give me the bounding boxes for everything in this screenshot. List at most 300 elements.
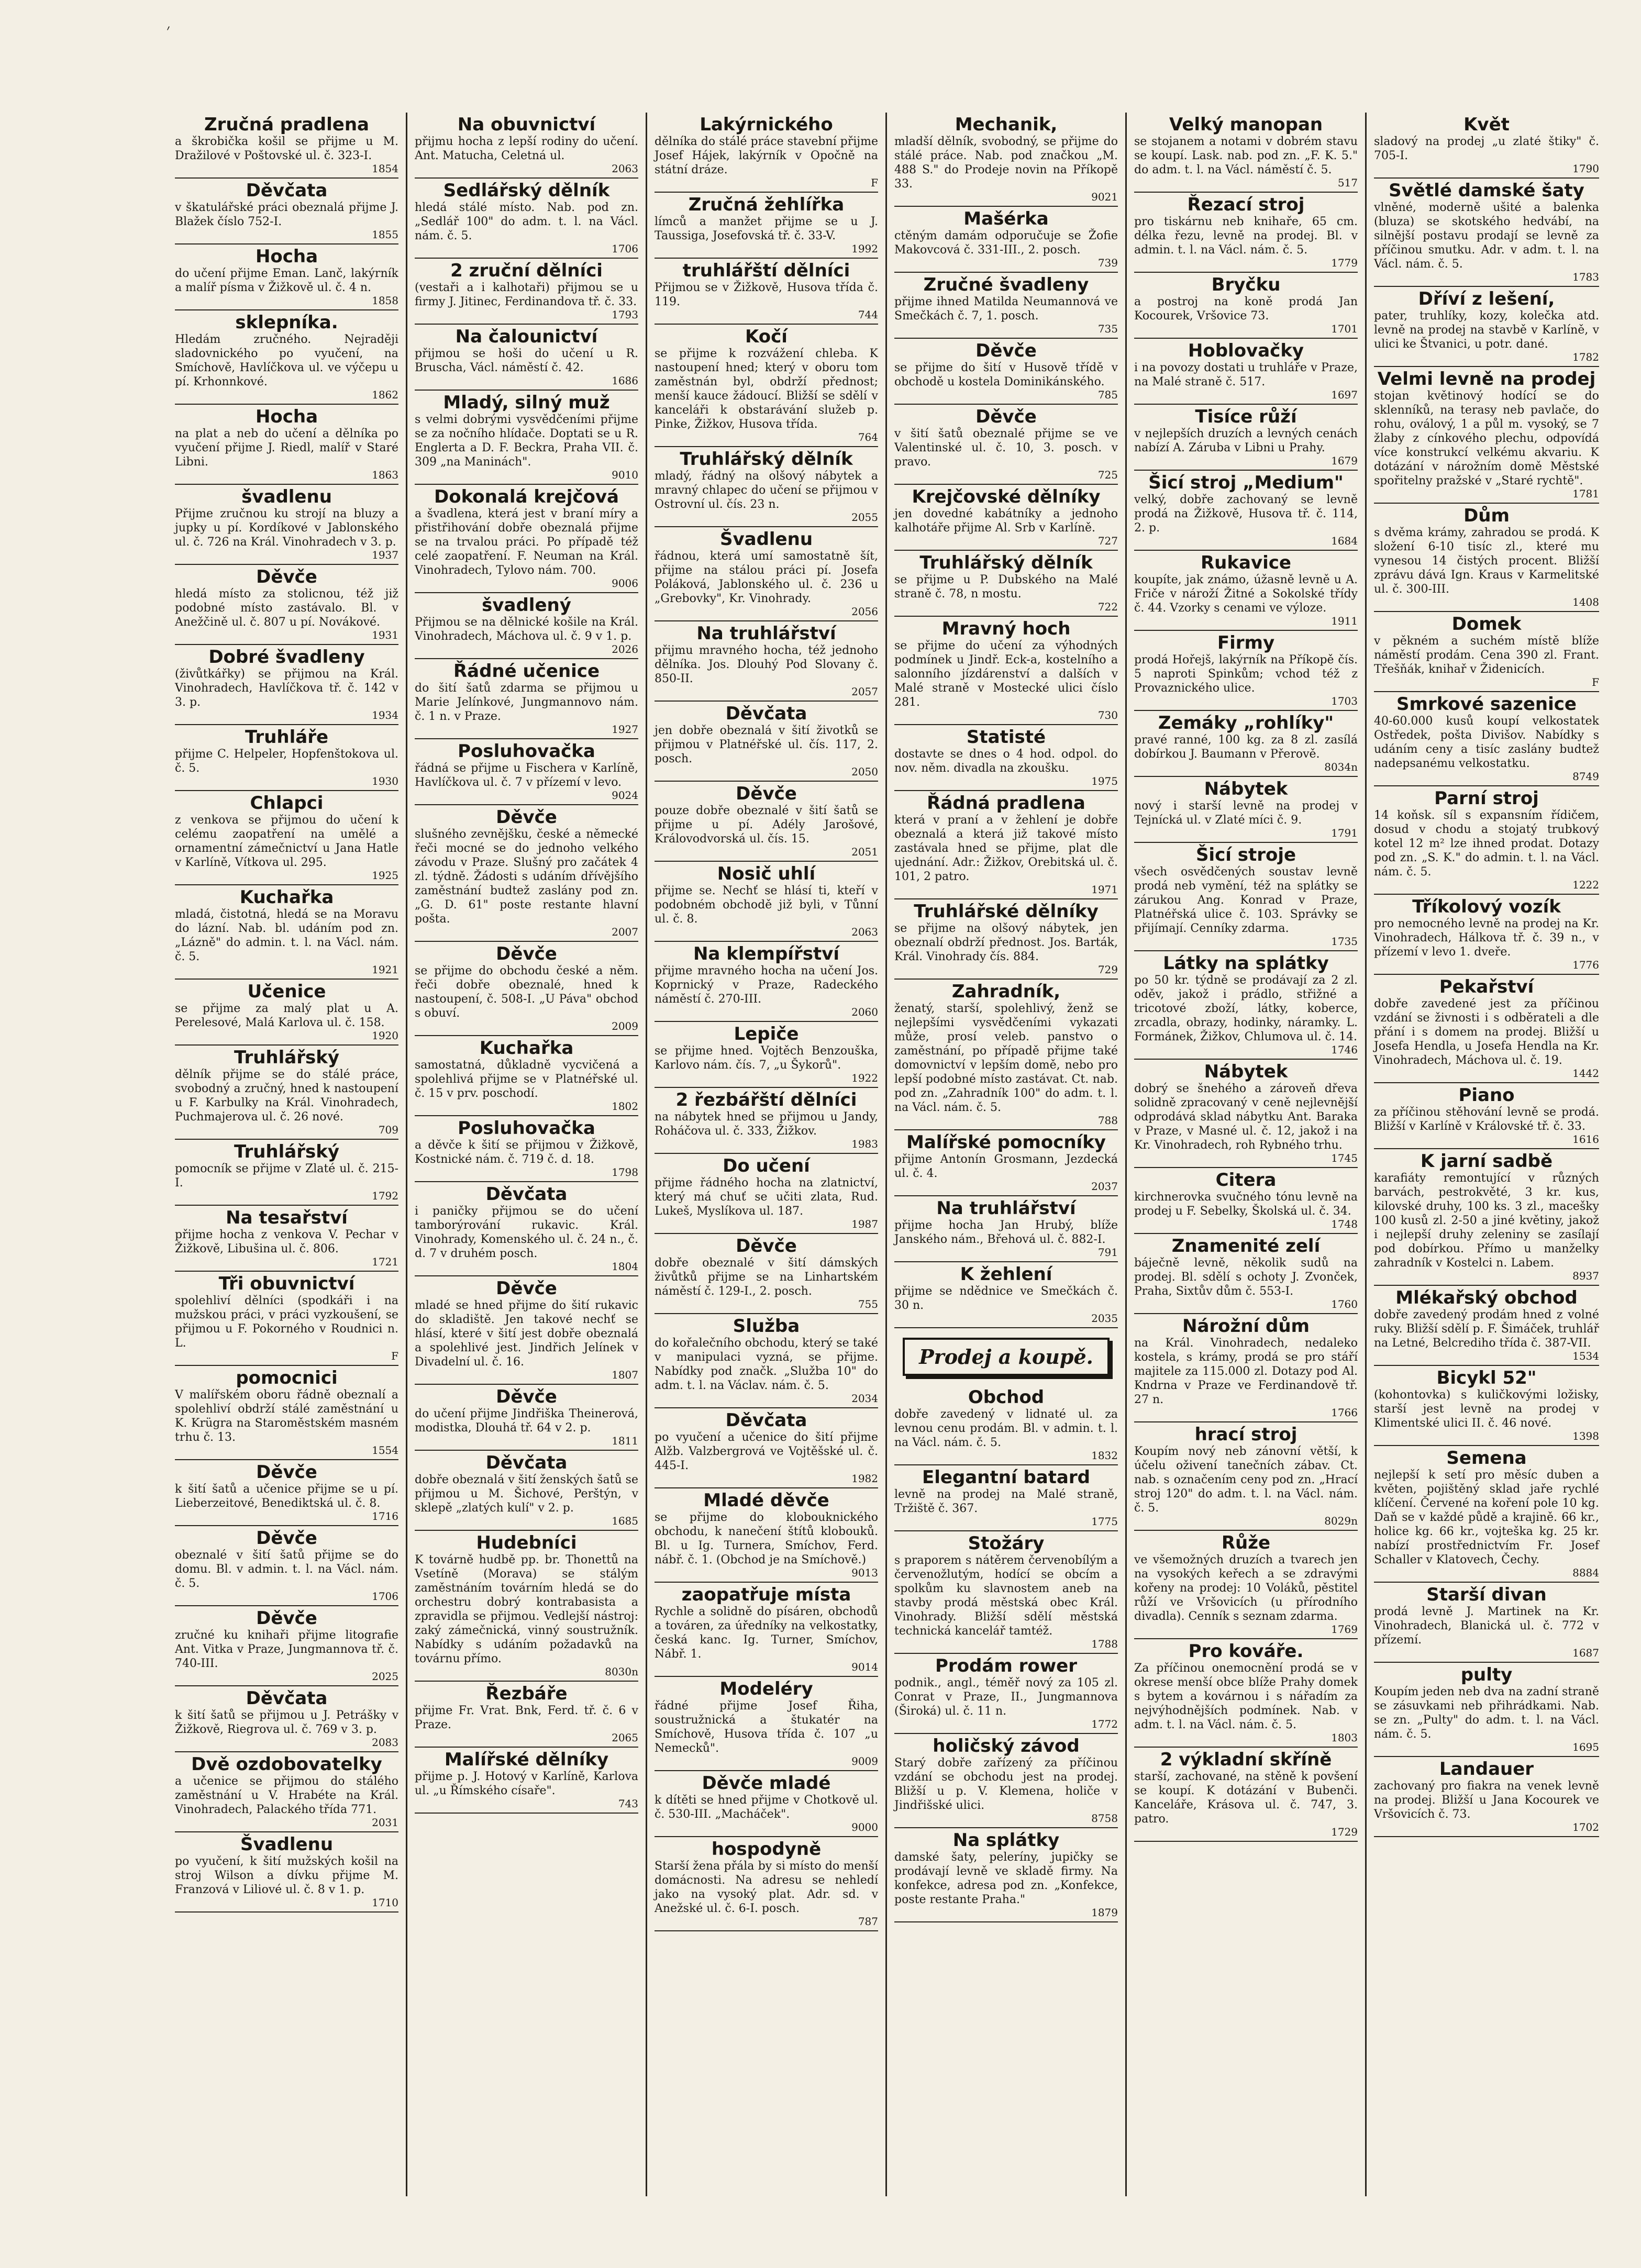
ad-reference-number: 1792 [372,1189,398,1202]
classified-ad [415,805,638,942]
ad-reference-number: 8749 [1572,770,1599,783]
ad-text: s dvěma krámy, zahradou se prodá. K složení 6-10 tisíc zl., které mu vynesou 14 čistých procent. Bližší zprávu dává Ign. Kraus v Karmelitské ul. č. 300-III. [1374,526,1599,596]
classified-ad [894,273,1118,339]
classified-ad [894,1465,1118,1531]
ad-text: Hledám zručného. Nejraději sladovnického po vyučení, na Smíchově, Havlíčkova ul. ve výčepu u pí. Krhonnkové. [175,333,398,388]
ad-title: Zemáky „rohlíky" [1158,713,1334,733]
ad-title: Bicykl 52" [1436,1368,1537,1388]
ad-reference-number: 1983 [851,1138,878,1150]
ad-reference-number: 755 [858,1298,878,1310]
ad-title: holičský závod [933,1736,1080,1756]
ad-title: Děvče [256,566,317,587]
ad-text: jen dobře obeznalá v šití životků se přijmou v Platnéřské ul. čís. 117, 2. posch. [655,724,878,765]
column-3 [647,113,887,2196]
ad-title: Statisté [966,727,1046,748]
classified-ad [415,1451,638,1531]
ad-reference-number: 1782 [1572,351,1599,363]
classified-ad [1374,1757,1599,1837]
classified-ad [655,447,878,527]
ad-title: Truhlářský dělník [680,449,853,470]
ad-reference-number: 1679 [1331,454,1358,467]
ad-title: Mechanik, [955,114,1058,135]
classified-ad [894,1262,1118,1328]
classified-ad [415,259,638,325]
classified-ad [415,659,638,739]
ad-text: Koupím nový neb zánovní větší, k účelu oživení tanečních zábav. Ct. nab. s označením ceny pod zn. „Hrací stroj 120" do adm. t. l. na Václ. nám. č. 5. [1134,1445,1358,1515]
ad-reference-number: 1804 [612,1260,638,1273]
ad-title: Dříví z lešení, [1418,288,1555,309]
ad-text: zručné ku knihaři přijme litografie Ant. Vitka v Praze, Jungmannova tř. č. 740-III. [175,1629,398,1670]
ad-title: Řezací stroj [1187,194,1305,215]
classified-ad [175,885,398,980]
ad-reference-number: 1788 [1091,1638,1118,1650]
ad-text: se přijme do učení za výhodných podmínek u Jindř. Eck-a, kostelního a salonního jízdárenství a dalších v Malé straně v Mostecké ulici číslo 281. [894,639,1118,709]
ad-title: Služba [733,1316,800,1337]
ad-text: po vyučení, k šití mužských košil na stroj Wilson a dívku přijme M. Franzová v Liliové ul. č. 8 v 1. p. [175,1855,398,1896]
ad-title: Děvčata [485,1452,568,1473]
ad-reference-number: 1927 [612,723,638,736]
classified-ad [175,1526,398,1606]
ad-reference-number: 1832 [1091,1449,1118,1462]
ad-title: Děvče [256,1528,317,1549]
ad-title: Dokonalá krejčová [434,486,619,507]
ad-reference-number: 1803 [1331,1731,1358,1744]
ad-title: Domek [1451,614,1522,635]
ad-text: za příčinou stěhování levně se prodá. Bližší v Karlíně v Královské tř. č. 33. [1374,1106,1599,1133]
ad-text: přijme Antonín Grosmann, Jezdecká ul. č. 4. [894,1153,1118,1180]
ad-text: mladá, čistotná, hledá se na Moravu do lázní. Nab. bl. udáním pod zn. „Lázně" do admin. t. l. na Václ. nám. č. 5. [175,908,398,963]
ad-text: k dítěti se hned přijme v Chotkově ul. č. 530-III. „Macháček". [655,1794,878,1821]
ad-text: nejlepší k setí pro měsíc duben a květen, pojištěný sklad jaře rychlé klíčení. Červené na koření pole 10 kg. Daň se v každé půdě a krajině. 66 kr., holice kg. 66 kr., vojteška kg. 25 kr. nabízí prostřednictvím Fr. Josef Schaller v Klatovech, Čechy. [1374,1469,1599,1566]
ad-title: Řádné učenice [453,661,600,682]
ad-text: se přijme do obchodu české a něm. řeči dobře obeznalé, hned k nastoupení, č. 508-I. „U Páva" obchod s obuví. [415,964,638,1020]
classified-ad [415,1276,638,1385]
ad-title: 2 řezbářští dělníci [675,1089,857,1110]
ad-text: pouze dobře obeznalé v šití šatů se přijme u pí. Adély Jarošové, Královodvorská ul. čís. 15. [655,804,878,846]
ad-reference-number: 722 [1097,601,1118,613]
ad-reference-number: 1858 [372,294,398,307]
ad-text: dobře zavedený prodám hned z volné ruky. Bližší sdělí p. F. Šimáček, truhlář na Letné, Belcrediho třída č. 387-VII. [1374,1308,1599,1350]
ad-title: Do učení [723,1155,810,1176]
ad-text: do kořalečního obchodu, který se také v manipulaci vyzná, se přijme. Nabídky pod značk. „Služba 10" do adm. t. l. na Václav. nám. č. 5. [655,1337,878,1392]
ad-text: Starý dobře zařízený za příčinou vzdání se obchodu jest na prodej. Bližší u p. V. Klemena, holiče v Jindřišské ulici. [894,1756,1118,1812]
ad-reference-number: 1748 [1331,1218,1358,1230]
ad-reference-number: 1971 [1091,883,1118,896]
ad-title: Zručná pradlena [204,114,369,135]
ad-reference-number: 1862 [372,388,398,401]
ad-text: s velmi dobrými vysvědčeními přijme se za nočního hlídače. Doptati se u R. Englerta a D. F. Beckra, Praha VII. č. 309 „na Maninách". [415,413,638,469]
classified-ad [894,1531,1118,1654]
ad-title: Na truhlářství [936,1198,1076,1219]
ad-reference-number: 1721 [372,1255,398,1268]
ad-text: přijme mravného hocha na učení Jos. Koprnický v Praze, Radeckého náměstí č. 270-III. [655,964,878,1006]
ad-text: damské šaty, peleríny, jupičky se prodávají levně ve skladě firmy. Na konfekce, adresa pod zn. „Konfekce, poste restante Praha." [894,1851,1118,1906]
ad-title: Děvče [736,1236,797,1257]
ad-reference-number: 1879 [1091,1906,1118,1919]
ad-text: i paničky přijmou se do učení tamborýrování rukavic. Král. Vinohrady, Komenského ul. č. 24 n., č. d. 7 v druhém posch. [415,1205,638,1260]
ad-text: Za příčinou onemocnění prodá se v okrese menší obce blíže Prahy domek s bytem a kovárnou i s nářadím za nejvýhodnějších podmínek. Nab. v adm. t. l. na Václ. nám. č. 5. [1134,1662,1358,1731]
ad-title: Kuchařka [239,887,334,908]
classified-ad [1134,1168,1358,1234]
ad-reference-number: 787 [858,1915,878,1928]
ad-reference-number: 1934 [372,709,398,721]
ad-reference-number: 1931 [372,629,398,641]
ad-text: dobře zavedené jest za příčinou vzdání se živnosti i s odběrateli a dle přání i s domem na prodej. Bližší u Josefa Hendla, u Josefa Hendla na Kr. Vinohradech, Máchova ul. č. 19. [1374,997,1599,1067]
ad-reference-number: 1716 [372,1510,398,1522]
ad-reference-number: 2035 [1091,1312,1118,1325]
ad-reference-number: 1703 [1331,695,1358,707]
ad-text: sladový na prodej „u zlaté štiky" č. 705-I. [1374,135,1599,162]
ad-reference-number: 1729 [1331,1826,1358,1838]
ad-text: prodá Hořejš, lakýrník na Příkopě čís. 5 naproti Spinkům; vchod též z Provaznického ulice. [1134,653,1358,695]
classified-ad [894,207,1118,273]
ad-reference-number: 1779 [1331,257,1358,269]
classified-ad [415,113,638,179]
ad-reference-number: 1686 [612,374,638,387]
ad-text: přijme hocha Jan Hrubý, blíže Janského nám., Břehová ul. č. 882-I. [894,1219,1118,1246]
classified-ad [1374,786,1599,895]
ad-text: v pěkném a suchém místě blíže náměstí prodám. Cena 390 zl. Frant. Třešňák, knihař v Židenicích. [1374,635,1599,676]
ad-title: Děvče [496,1386,557,1407]
classified-ad [175,725,398,791]
ad-text: se přijme hned. Vojtěch Benzouška, Karlovo nám. čís. 7, „u Šykorů". [655,1044,878,1072]
classified-ad [1134,1314,1358,1422]
ad-text: v škatulářské práci obeznalá přijme J. Blažek číslo 752-I. [175,201,398,228]
ad-reference-number: 8030n [605,1665,638,1678]
ad-reference-number: 1710 [372,1896,398,1909]
classified-ad [894,551,1118,617]
ad-text: k šití šatů se přijmou u J. Petrášky v Žižkově, Riegrova ul. č. 769 v 3. p. [175,1709,398,1736]
ad-reference-number: 1925 [372,869,398,882]
ad-title: Děvče [256,1462,317,1483]
ad-text: pro tiskárnu neb knihaře, 65 cm. délka řezu, levně na prodej. Bl. v admin. t. l. na Václ. nám. č. 5. [1134,215,1358,257]
column-1 [168,113,407,2196]
ad-text: spolehliví dělníci (spodkáři i na mužskou práci, v práci vyzkoušení, se přijmou u F. Pokorného v Roudnici n. L. [175,1294,398,1350]
ad-reference-number: 1442 [1572,1067,1599,1080]
ad-reference-number: 9024 [612,789,638,802]
ad-reference-number: 8758 [1091,1812,1118,1825]
ad-text: K továrně hudbě pp. br. Thonettů na Vsetíně (Morava) se stálým zaměstnáním továrním hledá se do orchestru dobrý kontrabasista a zpravidla se přijmou. Vedlejší nástroj: zaký zámečnická, vinný soustružník. Nabídky s udáním požadavků na továrnu přímo. [415,1553,638,1665]
classified-ad [1374,504,1599,612]
ad-title: Velký manopan [1169,114,1323,135]
ad-text: pomocník se přijme v Zlaté ul. č. 215-I. [175,1162,398,1189]
classified-ad [1374,1149,1599,1286]
ad-reference-number: 735 [1097,323,1118,335]
ad-title: Hoblovačky [1188,340,1304,361]
ad-reference-number: 2056 [851,605,878,618]
ad-title: Šicí stroje [1195,844,1296,865]
ad-title: Mladý, silný muž [443,392,610,413]
ad-reference-number: 8884 [1572,1566,1599,1579]
ad-title: Tři obuvnictví [218,1273,355,1294]
ad-title: K žehlení [960,1264,1052,1285]
ad-title: Tisíce růží [1195,406,1297,427]
ad-text: mladé se hned přijme do šití rukavic do skladiště. Jen takové nechť se hlásí, které v šití jest dobře obeznalá a spolehlivé jest. Jindřich Jelínek v Divadelní ul. č. 16. [415,1299,638,1369]
ad-reference-number: 1745 [1331,1152,1358,1164]
ad-title: sklepníka. [235,312,338,333]
classified-ad [415,1385,638,1451]
ad-text: límců a manžet přijme se u J. Taussiga, Josefovská tř. č. 33-V. [655,215,878,242]
classified-ad [894,725,1118,791]
ad-title: Malířské dělníky [444,1749,609,1770]
classified-ad [655,1583,878,1677]
classified-ad [1374,1083,1599,1149]
classified-ad [894,899,1118,980]
classified-ad [1134,1060,1358,1168]
page-mark: ׳ [167,21,170,39]
classified-ad [655,702,878,782]
ad-title: Malířské pomocníky [906,1132,1106,1153]
ad-title: Pekařství [1439,976,1534,997]
ad-reference-number: 709 [378,1124,398,1136]
ad-reference-number: 1854 [372,162,398,175]
classified-ad [655,942,878,1022]
ad-reference-number: 1807 [612,1369,638,1381]
ad-title: Nábytek [1204,779,1288,799]
ad-title: Hudebníci [476,1532,577,1553]
ad-text: vlněné, moderně ušité a balenka (bluza) se skotského hedvábí, na silnější postavu prodají se levně za příčinou smutku. Adr. v adm. t. l. na Václ. nám. č. 5. [1374,201,1599,271]
ad-text: v šití šatů obeznalé přijme se ve Valentinské ul. č. 10, 3. posch. v pravo. [894,427,1118,469]
ad-reference-number: 1684 [1331,535,1358,547]
ad-reference-number: 1222 [1572,879,1599,891]
ad-title: Kuchařka [479,1038,574,1059]
ad-reference-number: 1706 [612,242,638,255]
ad-reference-number: 785 [1097,388,1118,401]
ad-title: Truhlářské dělníky [914,901,1099,922]
ad-reference-number: 2050 [851,765,878,778]
ad-text: a postroj na koně prodá Jan Kocourek, Vršovice 73. [1134,295,1358,323]
ad-reference-number: 1735 [1331,935,1358,948]
ad-text: (živůtkářky) se přijmou na Král. Vinohradech, Havlíčkova tř. č. 142 v 3. p. [175,668,398,709]
ad-title: truhlářští dělníci [682,260,850,281]
ad-title: Růže [1221,1532,1271,1553]
ad-text: s praporem s nátěrem červenobílým a červenožlutým, hodící se obcím a spolkům ku slavnostem aneb na stavby prodá městská obec Král. Vinohrady. Bližší sdělí městská technická kancelář tamtéž. [894,1554,1118,1638]
ad-title: Bryčku [1211,274,1281,295]
ad-text: se přijme do šití v Husově třídě v obchodě u kostela Dominikánského. [894,361,1118,388]
classified-ad [1374,1446,1599,1583]
ad-title: Truhlářský dělník [919,552,1093,573]
classified-ad [175,1140,398,1206]
ad-title: K jarní sadbě [1420,1151,1553,1172]
ad-text: na plat a neb do učení a dělníka po vyučení přijme J. Riedl, malíř v Staré Libni. [175,427,398,469]
ad-text: řádné přijme Josef Řiha, soustružnická a štukatér na Smíchově, Husova třída č. 107 „u Nemecků". [655,1699,878,1755]
ad-title: Řádná pradlena [927,793,1085,814]
ad-text: všech osvědčených soustav levně prodá neb vymění, též na splátky se zárukou Ang. Konrad v Praze, Platnéřská ulice č. 103. Správky se přijímají. Cenníky zdarma. [1134,865,1358,935]
classified-ad [175,980,398,1046]
section-heading-sales: Prodej a koupě. [903,1338,1110,1376]
classified-ad [1134,273,1358,339]
ad-title: Dobré švadleny [208,647,365,668]
ad-reference-number: 743 [618,1797,638,1810]
ad-reference-number: 9010 [612,469,638,481]
ad-title: Děvče [496,807,557,828]
ad-title: Děvčata [246,180,328,201]
ad-text: která v praní a v žehlení je dobře obeznalá a která již takové místo zastávala hned se přijme, plat dle ujednání. Adr.: Žižkov, Orebitská ul. č. 101, 2 patro. [894,814,1118,883]
ad-reference-number: 1790 [1572,162,1599,175]
ad-reference-number: 2060 [851,1006,878,1018]
classified-ad [894,1385,1118,1465]
classified-ad [1374,1663,1599,1757]
ad-reference-number: 725 [1097,469,1118,481]
ad-title: 2 zruční dělníci [450,260,603,281]
ad-text: do učení přijme Jindřiška Theinerová, modistka, Dlouhá tř. 64 v 2. p. [415,1407,638,1435]
classified-ad [415,1748,638,1814]
ad-reference-number: 1775 [1091,1515,1118,1528]
classified-ad [1134,551,1358,631]
classified-ad [1134,631,1358,711]
classified-ad [175,791,398,885]
ad-title: Hocha [255,406,318,427]
ad-text: levně na prodej na Malé straně, Tržiště č. 367. [894,1488,1118,1515]
classified-ad [1134,193,1358,273]
ad-reference-number: 1776 [1572,959,1599,971]
ad-reference-number: 2025 [372,1670,398,1683]
ad-reference-number: 1937 [372,549,398,561]
ad-reference-number: 2065 [612,1731,638,1744]
ad-title: Mravný hoch [941,618,1071,639]
classified-ad [1134,1531,1358,1639]
ad-reference-number: 2009 [612,1020,638,1032]
ad-reference-number: F [1592,676,1599,688]
classified-ad [415,325,638,391]
ad-title: Landauer [1439,1759,1534,1780]
classified-ad [175,485,398,565]
ad-text: přijme se. Nechť se hlásí ti, kteří v podobném obchodě již byli, v Tůnní ul. č. 8. [655,884,878,926]
ad-reference-number: 744 [858,308,878,321]
ad-title: švadlenu [241,486,332,507]
ad-reference-number: 1863 [372,469,398,481]
ad-title: Na splátky [952,1830,1060,1851]
ad-reference-number: 1702 [1572,1821,1599,1833]
ad-reference-number: 9013 [851,1566,878,1579]
classified-ad [175,1752,398,1832]
ad-title: Lakýrnického [700,114,833,135]
classified-ad [175,1366,398,1460]
ad-title: 2 výkladní skříně [1160,1749,1332,1770]
classified-ad [655,1314,878,1408]
ad-title: Na obuvnictví [457,114,596,135]
ad-text: mladší dělník, svobodný, se přijme do stálé práce. Nab. pod značkou „M. 488 S." do Prodeje novin na Příkopě 33. [894,135,1118,191]
ad-text: v nejlepších druzích a levných cenách nabízí A. Záruba v Libni u Prahy. [1134,427,1358,454]
ad-title: Nosič uhlí [717,863,816,884]
ad-title: Obchod [968,1387,1045,1408]
ad-title: zaopatřuje místa [681,1584,851,1605]
ad-text: Koupím jeden neb dva na zadní straně se zásuvkami neb přihrádkami. Nab. se zn. „Pulty" do adm. t. l. na Václ. nám. č. 5. [1374,1685,1599,1741]
ad-title: Semena [1446,1448,1527,1469]
classified-ad [655,1408,878,1488]
classified-ad [1134,843,1358,951]
ad-title: Citera [1215,1170,1277,1191]
ad-reference-number: 788 [1097,1114,1118,1127]
classified-ad [894,113,1118,207]
ad-reference-number: 1802 [612,1100,638,1113]
ad-text: do šití šatů zdarma se přijmou u Marie Jelínkové, Jungmannovo nám. č. 1 n. v Praze. [415,682,638,723]
classified-ad [1374,113,1599,179]
ad-reference-number: 2057 [851,685,878,698]
ad-text: mladý, řádný na olšový nábytek a mravný chlapec do učení se přijmou v Ostrovní ul. čís. 23 n. [655,470,878,511]
classified-ad [894,1734,1118,1828]
ad-reference-number: 2034 [851,1392,878,1405]
ad-title: Děvče [736,783,797,804]
column-6 [1367,113,1606,2196]
classified-ad [1134,405,1358,471]
ad-reference-number: 2063 [851,926,878,938]
ad-reference-number: 1746 [1331,1043,1358,1056]
classified-ad [1134,113,1358,193]
ad-title: hrací stroj [1194,1424,1298,1445]
ad-text: pater, truhlíky, kozy, kolečka atd. levně na prodej na stavbě v Karlíně, v ulici ke Štvanici, u potr. dané. [1374,309,1599,351]
classified-ad [415,739,638,805]
ad-title: Děvče [975,406,1037,427]
classified-ad [415,1531,638,1682]
ad-title: Chlapci [250,793,324,814]
ad-title: Firmy [1217,632,1275,653]
ad-title: hospodyně [711,1839,822,1860]
column-5 [1127,113,1367,2196]
ad-reference-number: 2063 [612,162,638,175]
classified-ad [415,942,638,1036]
ad-title: Truhlářský [234,1047,339,1068]
ad-reference-number: 1811 [612,1435,638,1447]
classified-ad [175,1832,398,1913]
classified-ad [415,593,638,659]
ad-text: po vyučení a učenice do šití přijme Alžb. Valzbergrová ve Vojtěšské ul. č. 445-I. [655,1431,878,1472]
ad-title: Dům [1463,505,1510,526]
classified-ad [415,1116,638,1182]
classified-ad [894,1130,1118,1196]
ad-text: dobře zavedený v lidnaté ul. za levnou cenu prodám. Bl. v admin. t. l. na Václ. nám. č. 5. [894,1408,1118,1449]
ad-reference-number: 1992 [851,242,878,255]
classified-ad [655,527,878,621]
ad-columns [168,113,1610,2196]
ad-text: zachovaný pro fiakra na venek levně na prodej. Bližší u Jana Kocourek ve Vršovicích č. 73. [1374,1780,1599,1821]
ad-title: Znamenité zelí [1171,1236,1321,1257]
classified-ad [655,1677,878,1771]
ad-title: Řezbáře [485,1683,568,1704]
classified-ad [1374,612,1599,692]
classified-ad [655,113,878,193]
classified-ad [1374,367,1599,504]
ad-reference-number: 1920 [372,1029,398,1042]
ad-text: báječně levně, několik sudů na prodej. Bl. sdělí s ochoty J. Zvonček, Praha, Sixtův dům č. 553-I. [1134,1257,1358,1298]
ad-text: přijme se ndědnice ve Smečkách č. 30 n. [894,1285,1118,1312]
ad-reference-number: 2051 [851,846,878,858]
classified-ad [655,1488,878,1583]
ad-text: 14 koňsk. síl s expansním řídičem, dosud v chodu a stojatý trubkový kotel 12 m² lze ihned prodat. Dotazy pod zn. „S. K." do admin. t. l. na Václ. nám. č. 5. [1374,809,1599,879]
ad-reference-number: 1781 [1572,487,1599,500]
ad-title: Zručné švadleny [923,274,1089,295]
classified-ad [175,310,398,405]
ad-text: 40-60.000 kusů koupí velkostatek Ostředek, pošta Divišov. Nabídky s udáním ceny a tisíc zaslány budtež nadepsanému velkostatku. [1374,715,1599,770]
ad-text: dobře obeznalá v šití ženských šatů se přijmou u M. Šichové, Perštýn, v sklepě „zlatých kulí" v 2. p. [415,1473,638,1515]
classified-ad [655,1234,878,1314]
ad-reference-number: 1783 [1572,271,1599,283]
classified-ad [1134,1639,1358,1748]
ad-reference-number: 1855 [372,228,398,241]
classified-ad [655,1022,878,1088]
classified-ad [415,1182,638,1276]
ad-text: pravé ranné, 100 kg. za 8 zl. zasílá dobírkou J. Baumann v Přerově. [1134,733,1358,761]
classified-ad [655,782,878,862]
ad-reference-number: 1911 [1331,615,1358,627]
ad-title: Květ [1463,114,1510,135]
ad-title: Rukavice [1201,552,1291,573]
classified-ad [894,617,1118,725]
classified-ad [1134,1234,1358,1314]
ad-title: švadlený [482,595,571,616]
classified-ad [655,1837,878,1931]
ad-title: Stožáry [968,1533,1045,1554]
